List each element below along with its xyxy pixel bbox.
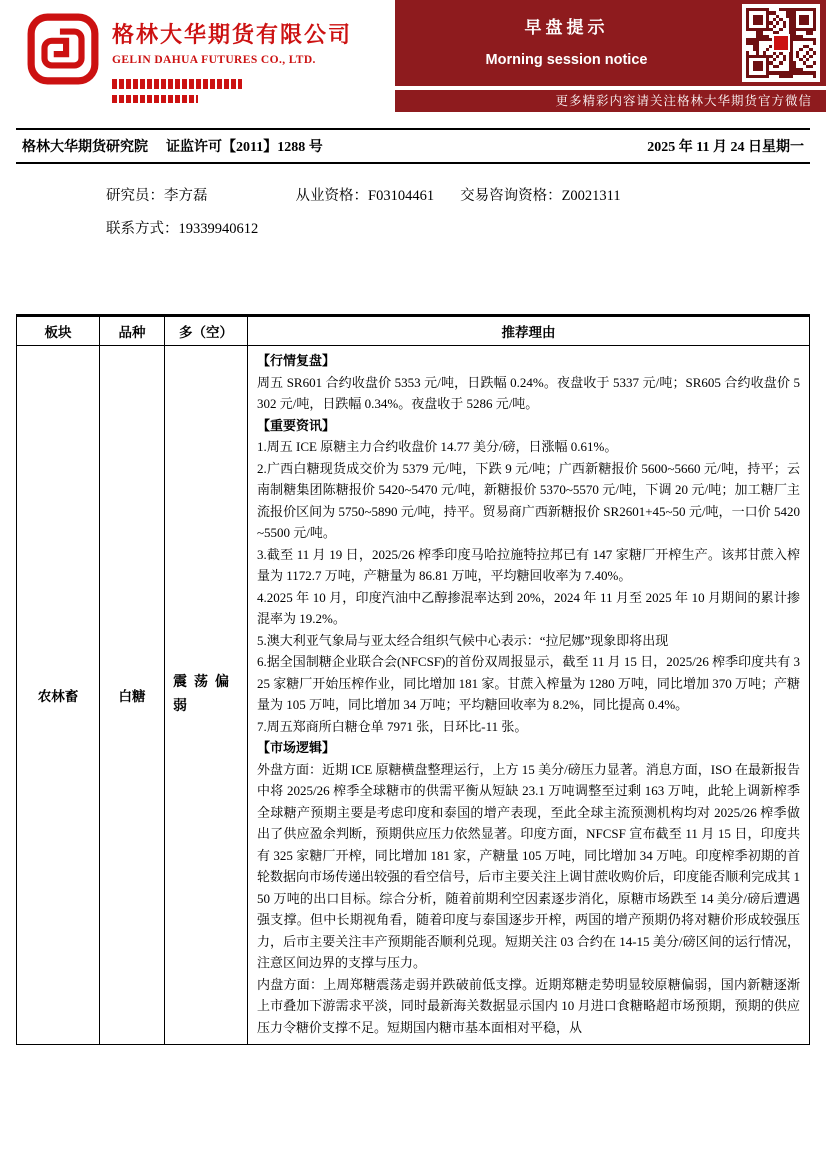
company-fineprint-decoration — [112, 79, 242, 89]
table-header-row — [17, 316, 810, 346]
recommendation-table — [16, 314, 810, 1045]
company-fineprint-decoration-2 — [112, 95, 198, 103]
col-header-sector: 板块 — [17, 316, 100, 346]
license-number: 证监许可【2011】1288 号 — [166, 140, 323, 155]
researcher-name: 研究员：李方磊 — [106, 188, 208, 204]
institute-license — [22, 136, 323, 156]
notice-title-cn: 早盘提示 — [524, 18, 609, 37]
news-item-2: 2.广西白糖现货成交价为 5379 元/吨，下跌 9 元/吨；广西新糖报价 5600~5660 元/吨，持平；云南制糖集团陈糖报价 5420~5470 元/吨，新糖报价 5370~5570 元/吨，下调 20 元/吨；加工糖厂主流报价区间为 5750~5890 元/吨，持平。贸易商广西新糖报价 SR2601+45~50 元/吨，一口价 5420~5500 元/吨。 — [257, 460, 800, 540]
col-header-variety: 品种 — [100, 316, 165, 346]
section-heading-logic: 【市场逻辑】 — [257, 740, 336, 755]
advisory-qualification: 交易咨询资格：Z0021311 — [460, 188, 621, 204]
institute-name: 格林大华期货研究院 — [22, 140, 148, 155]
news-item-6: 6.据全国制糖企业联合会(NFCSF)的首份双周报显示，截至 11 月 15 日，2025/26 榨季印度共有 325 家糖厂开始压榨作业，同比增加 181 家。甘蔗入榨量为 1280 万吨，同比增加 370 万吨；产糖量为 105 万吨，同比增加 34 万吨；平均糖回收率为 8.2%，同比提高 0.4%。 — [257, 654, 800, 712]
contact-line: 联系方式：19339940612 — [106, 221, 259, 237]
qr-area — [738, 0, 826, 86]
logic-domestic-market: 内盘方面：上周郑糖震荡走弱并跌破前低支撑。近期郑糖走势明显较原糖偏弱，国内新糖逐渐上市叠加下游需求平淡，同时最新海关数据显示国内 10 月进口食糖略超市场预期，预期的供应压力令糖价支撑不足。短期国内糖市基本面相对平稳，从 — [257, 976, 800, 1035]
page-header — [0, 0, 826, 112]
col-header-direction: 多（空） — [165, 316, 248, 346]
notice-title-en: Morning session notice — [485, 52, 648, 68]
qr-code — [742, 4, 820, 82]
company-logo-icon — [26, 12, 100, 86]
company-name-cn: 格林大华期货有限公司 — [112, 22, 353, 47]
news-item-5: 5.澳大利亚气象局与亚太经合组织气候中心表示：“拉尼娜”现象即将出现 — [257, 632, 669, 648]
company-branding — [26, 8, 352, 103]
notice-banner — [395, 0, 826, 86]
practice-qualification: 从业资格：F03104461 — [295, 188, 435, 204]
variety-cell: 白糖 — [100, 346, 165, 1045]
section-heading-review: 【行情复盘】 — [257, 353, 336, 368]
report-date: 2025 年 11 月 24 日星期一 — [647, 140, 804, 155]
info-strip — [16, 128, 810, 164]
news-item-4: 4.2025 年 10 月，印度汽油中乙醇掺混率达到 20%，2024 年 11 月至 2025 年 10 月期间的累计掺混率为 19.2%。 — [257, 589, 800, 626]
company-name-en: GELIN DAHUA FUTURES CO., LTD. — [112, 54, 316, 66]
direction-cell: 震荡偏弱 — [165, 346, 248, 1045]
reason-cell — [248, 346, 810, 1045]
review-text: 周五 SR601 合约收盘价 5353 元/吨，日跌幅 0.24%。夜盘收于 5337 元/吨；SR605 合约收盘价 5302 元/吨，日跌幅 0.34%。夜盘收于 5286 元/吨。 — [257, 374, 800, 411]
logic-external-market: 外盘方面：近期 ICE 原糖横盘整理运行，上方 15 美分/磅压力显著。消息方面，ISO 在最新报告中将 2025/26 榨季全球糖市的供需平衡从短缺 23.1 万吨调整至过剩 163 万吨，此轮上调新榨季全球糖产预期主要是考虑印度和泰国的增产表现，至此全球主流预测机构均对 2025/26 榨季做出了供应盈余判断，预期供应压力依然显著。印度方面，NFCSF 宣布截至 11 月 15 日，印度共有 325 家糖厂开榨，同比增加 181 家，产糖量 105 万吨，同比增加 34 万吨。印度榨季初期的首轮数据向市场传递出较强的看空信号，后市主要关注上调甘蔗收购价后，印度能否顺利完成其 150 万吨的出口目标。综合分析，随着前期利空因素逐步消化，原糖市场跌至 14 美分/磅后遭遇强支撑。但中长期视角看，随着印度与泰国逐步开榨，两国的增产预期仍将对糖价形成较强压力，后市主要关注丰产预期能否顺利兑现。短期关注 03 合约在 14-15 美分/磅区间的运行情况，注意区间边界的支撑与压力。 — [257, 761, 800, 970]
news-item-1: 1.周五 ICE 原糖主力合约收盘价 14.77 美分/磅，日涨幅 0.61%。 — [257, 439, 618, 454]
sector-cell: 农林畜 — [17, 346, 100, 1045]
news-item-3: 3.截至 11 月 19 日，2025/26 榨季印度马哈拉施特拉邦已有 147 家糖厂开榨生产。该邦甘蔗入榨量为 1172.7 万吨，产糖量为 86.81 万吨，平均糖回收率为 7.40%。 — [257, 546, 800, 583]
table-row — [17, 346, 810, 1045]
section-heading-news: 【重要资讯】 — [257, 417, 336, 433]
col-header-reason: 推荐理由 — [248, 316, 810, 346]
notice-title-block — [395, 0, 738, 86]
news-item-7: 7.周五郑商所白糖仓单 7971 张，日环比-11 张。 — [257, 718, 528, 734]
researcher-line — [106, 184, 810, 205]
qr-center-logo-icon — [772, 34, 790, 52]
wechat-note: 更多精彩内容请关注格林大华期货官方微信 — [395, 90, 826, 112]
